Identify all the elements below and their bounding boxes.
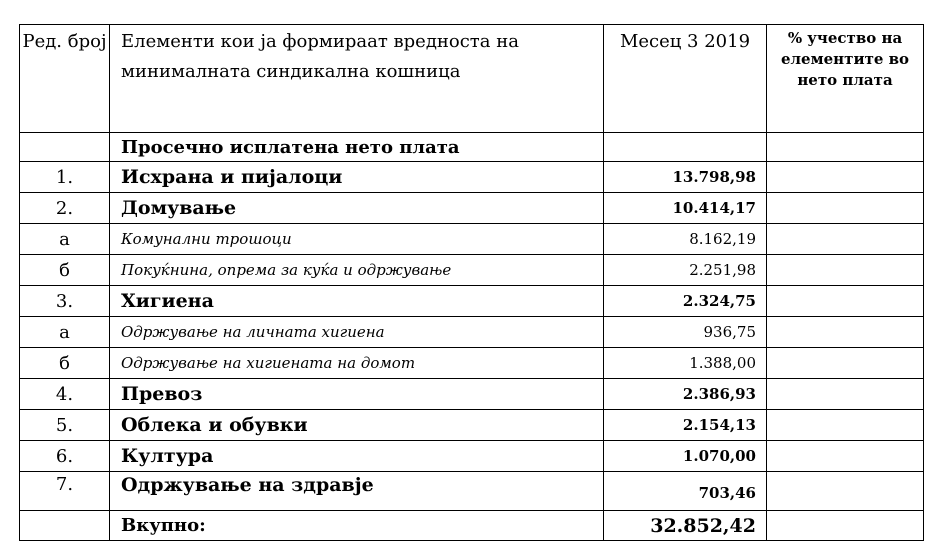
row-number: 4. <box>20 379 110 410</box>
row-label: Хигиена <box>110 286 604 317</box>
row-percent <box>767 348 924 379</box>
header-row <box>20 25 924 133</box>
row-number: а <box>20 317 110 348</box>
row-percent <box>767 224 924 255</box>
table-row <box>20 286 924 317</box>
average-salary-number <box>20 133 110 162</box>
row-label: Покуќнина, опрема за куќа и одржување <box>110 255 604 286</box>
row-value: 10.414,17 <box>604 193 767 224</box>
row-percent <box>767 317 924 348</box>
table-row <box>20 317 924 348</box>
row-percent <box>767 255 924 286</box>
table-row <box>20 348 924 379</box>
row-label: Одржување на хигиената на домот <box>110 348 604 379</box>
row-label: Домување <box>110 193 604 224</box>
row-number: б <box>20 255 110 286</box>
row-value: 13.798,98 <box>604 162 767 193</box>
row-percent <box>767 472 924 511</box>
row-number: а <box>20 224 110 255</box>
total-label: Вкупно: <box>110 511 604 541</box>
total-percent <box>767 511 924 541</box>
table-row <box>20 255 924 286</box>
average-salary-row <box>20 133 924 162</box>
table-row <box>20 441 924 472</box>
table-row <box>20 472 924 511</box>
row-value: 8.162,19 <box>604 224 767 255</box>
row-value: 936,75 <box>604 317 767 348</box>
row-number: 1. <box>20 162 110 193</box>
header-number: Ред. број <box>20 25 110 133</box>
table-row <box>20 379 924 410</box>
row-label: Превоз <box>110 379 604 410</box>
row-label: Облека и обувки <box>110 410 604 441</box>
row-value: 1.070,00 <box>604 441 767 472</box>
row-label: Комунални трошоци <box>110 224 604 255</box>
total-number <box>20 511 110 541</box>
table-row <box>20 224 924 255</box>
row-value: 703,46 <box>604 472 767 511</box>
average-salary-percent <box>767 133 924 162</box>
row-label: Исхрана и пијалоци <box>110 162 604 193</box>
row-value: 2.386,93 <box>604 379 767 410</box>
row-number: 7. <box>20 472 110 511</box>
header-percent: % учество на елементите во нето плата <box>767 25 924 133</box>
row-number: 6. <box>20 441 110 472</box>
row-percent <box>767 286 924 317</box>
total-value: 32.852,42 <box>604 511 767 541</box>
row-percent <box>767 162 924 193</box>
row-percent <box>767 410 924 441</box>
row-value: 1.388,00 <box>604 348 767 379</box>
header-month: Месец 3 2019 <box>604 25 767 133</box>
union-basket-table <box>19 24 924 541</box>
table-row <box>20 410 924 441</box>
row-number: 3. <box>20 286 110 317</box>
row-label: Одржување на личната хигиена <box>110 317 604 348</box>
average-salary-value <box>604 133 767 162</box>
row-number: 2. <box>20 193 110 224</box>
table-row <box>20 162 924 193</box>
basket-table-wrapper <box>19 24 924 541</box>
row-percent <box>767 441 924 472</box>
table-row <box>20 193 924 224</box>
row-label: Одржување на здравје <box>110 472 604 511</box>
average-salary-label: Просечно исплатена нето плата <box>110 133 604 162</box>
row-number: б <box>20 348 110 379</box>
row-percent <box>767 379 924 410</box>
total-row <box>20 511 924 541</box>
row-number: 5. <box>20 410 110 441</box>
header-elements: Елементи кои ја формираат вредноста на минималната синдикална кошница <box>110 25 604 133</box>
row-percent <box>767 193 924 224</box>
row-value: 2.154,13 <box>604 410 767 441</box>
row-label: Култура <box>110 441 604 472</box>
row-value: 2.324,75 <box>604 286 767 317</box>
row-value: 2.251,98 <box>604 255 767 286</box>
